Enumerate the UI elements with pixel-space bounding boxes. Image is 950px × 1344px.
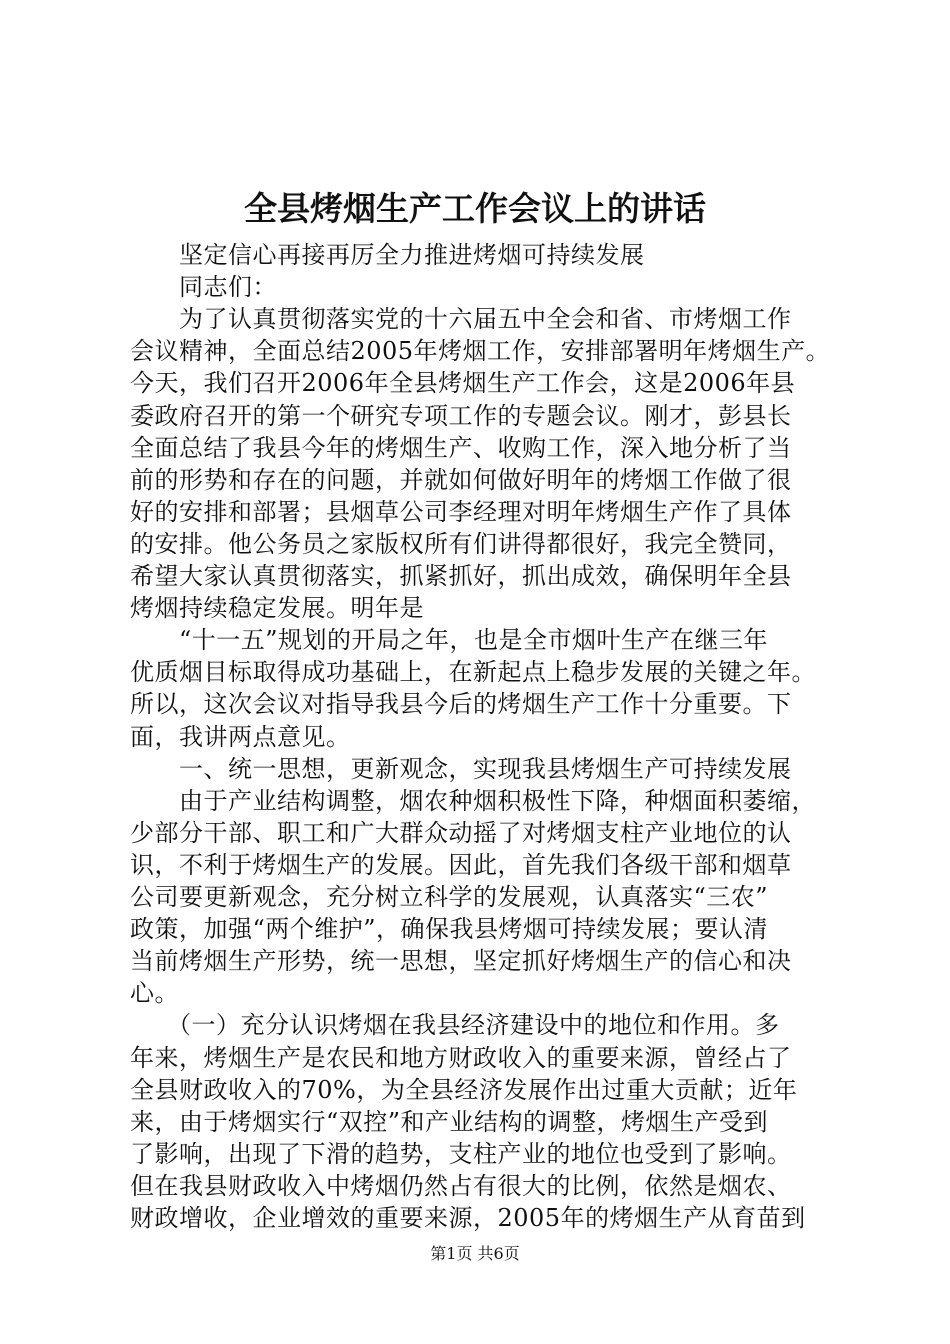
body-text-line: 希望大家认真贯彻落实，抓紧抓好，抓出成效，确保明年全县: [130, 562, 792, 590]
body-text-line: 识，不利于烤烟生产的发展。因此，首先我们各级干部和烟草: [130, 850, 792, 879]
page-footer: 第1页 共6页: [430, 1244, 520, 1263]
body-text-line: 会议精神，全面总结2005年烤烟工作，安排部署明年烤烟生产。: [130, 337, 831, 366]
body-text-line: 面，我讲两点意见。: [130, 722, 351, 751]
body-text-line: 来，由于烤烟实行“双控”和产业结构的调整，烤烟生产受到: [130, 1107, 769, 1136]
body-text-line: 但在我县财政收入中烤烟仍然占有很大的比例，依然是烟农、: [130, 1171, 792, 1200]
body-text-line: 公司要更新观念，充分树立科学的发展观，认真落实“三农”: [130, 883, 769, 911]
body-text-line: 心。: [130, 979, 179, 1008]
body-text-line: （一）充分认识烤烟在我县经济建设中的地位和作用。多: [130, 1011, 780, 1040]
body-text-line: 财政增收，企业增效的重要来源，2005年的烤烟生产从育苗到: [130, 1204, 806, 1232]
body-text-line: 烤烟持续稳定发展。明年是: [130, 594, 424, 623]
body-text-line: 少部分干部、职工和广大群众动摇了对烤烟支柱产业地位的认: [130, 818, 792, 847]
body-text-line: 前的形势和存在的问题，并就如何做好明年的烤烟工作做了很: [130, 465, 792, 494]
document-title: 全县烤烟生产工作会议上的讲话: [244, 189, 706, 228]
body-text-line: 所以，这次会议对指导我县今后的烤烟生产工作十分重要。下: [130, 690, 792, 719]
body-text-line: 年来，烤烟生产是农民和地方财政收入的重要来源，曾经占了: [130, 1043, 792, 1072]
body-text-line: 一、统一思想，更新观念，实现我县烤烟生产可持续发展: [130, 754, 792, 783]
body-text-line: 全面总结了我县今年的烤烟生产、收购工作，深入地分析了当: [130, 433, 792, 462]
body-text-line: 政策，加强“两个维护”，确保我县烤烟可持续发展；要认清: [130, 915, 769, 944]
body-text-line: 委政府召开的第一个研究专项工作的专题会议。刚才，彭县长: [130, 401, 792, 430]
body-text-line: 优质烟目标取得成功基础上，在新起点上稳步发展的关键之年。: [130, 658, 816, 687]
body-text-line: 好的安排和部署；县烟草公司李经理对明年烤烟生产作了具体: [130, 497, 792, 526]
body-text-line: 全县财政收入的70%，为全县经济发展作出过重大贡献；近年: [130, 1075, 798, 1104]
body-text-line: “十一五”规划的开局之年，也是全市烟叶生产在继三年: [130, 626, 769, 655]
body-text-line: 的安排。他公务员之家版权所有们讲得都很好，我完全赞同，: [130, 529, 792, 558]
body-text-line: 由于产业结构调整，烟农种烟积极性下降，种烟面积萎缩，: [130, 786, 816, 815]
body-text-line: 同志们：: [130, 273, 277, 302]
body-text-line: 今天，我们召开2006年全县烤烟生产工作会，这是2006年县: [130, 369, 796, 398]
body-text-line: 当前烤烟生产形势，统一思想，坚定抓好烤烟生产的信心和决: [130, 947, 792, 976]
body-text-line: 为了认真贯彻落实党的十六届五中全会和省、市烤烟工作: [130, 305, 792, 334]
body-text-line: 坚定信心再接再厉全力推进烤烟可持续发展: [130, 241, 645, 269]
body-text-line: 了影响，出现了下滑的趋势，支柱产业的地位也受到了影响。: [130, 1139, 792, 1168]
